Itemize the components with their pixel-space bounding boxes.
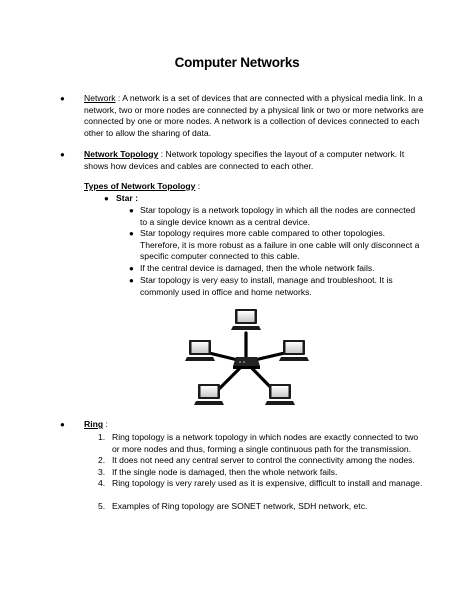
star-item: Star topology is very easy to install, manage and troubleshoot. It is commonly used in office and home networks. [140, 275, 393, 297]
ring-item: Ring topology is a network topology in which nodes are exactly connected to two or more nodes and thus, forming a single continuous path for the transmission. [112, 432, 419, 454]
ring-item: If the single node is damaged, then the whole network fails. [112, 467, 338, 477]
star-label: Star : [116, 193, 138, 203]
list-number: 5. [98, 501, 106, 511]
ring-item: Examples of Ring topology are SONET network, SDH network, etc. [112, 501, 368, 511]
ring-label-suffix: : [103, 419, 108, 429]
laptop-icon [185, 340, 215, 361]
list-number: 1. [98, 432, 106, 442]
types-heading [84, 181, 200, 193]
ring-label-text: Ring [84, 419, 104, 429]
star-item: Star topology is a network topology in which all the nodes are connected to a single device known as a central device. [140, 205, 416, 227]
bullet-icon: ● [60, 420, 65, 429]
central-hub-icon [233, 357, 260, 369]
ring-item: It does not need any central server to control the connectivity among the nodes. [112, 455, 415, 465]
network-definition [84, 93, 424, 139]
bullet-icon: ● [129, 206, 134, 215]
bullet-icon: ● [129, 229, 134, 238]
page-title: Computer Networks [174, 55, 300, 70]
bullet-icon: ● [104, 194, 109, 203]
bullet-icon: ● [60, 94, 65, 103]
ring-label [84, 419, 108, 431]
star-item: If the central device is damaged, then the whole network fails. [140, 263, 375, 273]
bullet-icon: ● [60, 150, 65, 159]
bullet-icon: ● [129, 264, 134, 273]
list-number: 2. [98, 455, 106, 465]
network-term: Network [84, 93, 116, 103]
ring-item: Ring topology is very rarely used as it is expensive, difficult to install and manage. [112, 478, 423, 488]
laptop-icon [279, 340, 309, 361]
types-heading-text: Types of Network Topology [84, 181, 196, 191]
network-text: : A network is a set of devices that are connected with a physical media link. In a network, two or more nodes are connected by a physical link or two or more networks are connected by one or more nodes. A network is a collection of devices connected to each other to allow the sharing of data. [84, 93, 424, 138]
star-topology-diagram [180, 305, 312, 415]
types-heading-suffix: : [195, 181, 201, 191]
star-item: Star topology requires more cable compared to other topologies. Therefore, it is more robust as a failure in one cable will only disconnect a specific computer connected to this cable. [140, 228, 420, 262]
list-number: 4. [98, 478, 106, 488]
bullet-icon: ● [129, 276, 134, 285]
topology-text: : Network topology specifies the layout of a computer network. It shows how devices and cables are connected to each other. [84, 149, 405, 171]
laptop-icon [265, 384, 295, 405]
laptop-icon [231, 309, 261, 330]
list-number: 3. [98, 467, 106, 477]
laptop-icon [194, 384, 224, 405]
topology-definition [84, 149, 422, 172]
topology-term: Network Topology [84, 149, 159, 159]
